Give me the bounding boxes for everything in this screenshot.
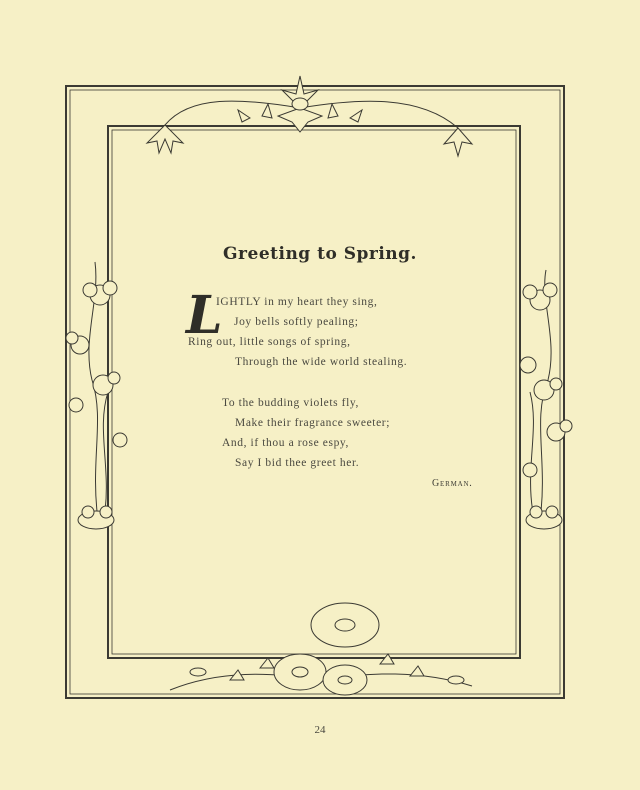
- drop-cap: L: [186, 285, 223, 346]
- poem-line: Joy bells softly pealing;: [234, 316, 359, 328]
- stanza: [186, 393, 486, 473]
- poem-line: Ring out, little songs of spring,: [188, 336, 351, 348]
- attribution: German.: [432, 478, 473, 489]
- rose-cluster-icon: [170, 603, 472, 695]
- poem-line: To the budding violets fly,: [222, 397, 359, 409]
- poem: [186, 285, 486, 494]
- poem-line: Say I bid thee greet her.: [235, 457, 360, 469]
- page-title: Greeting to Spring.: [223, 244, 417, 264]
- page-number: 24: [314, 724, 326, 736]
- poem-line: IGHTLY in my heart they sing,: [216, 296, 378, 308]
- poem-line: Through the wide world stealing.: [235, 356, 408, 368]
- poem-line: And, if thou a rose espy,: [222, 437, 349, 449]
- poem-line: Make their fragrance sweeter;: [235, 417, 391, 429]
- violet-border-icon: [66, 262, 127, 529]
- lily-ornament-icon: [147, 76, 472, 156]
- stanza: [186, 285, 486, 372]
